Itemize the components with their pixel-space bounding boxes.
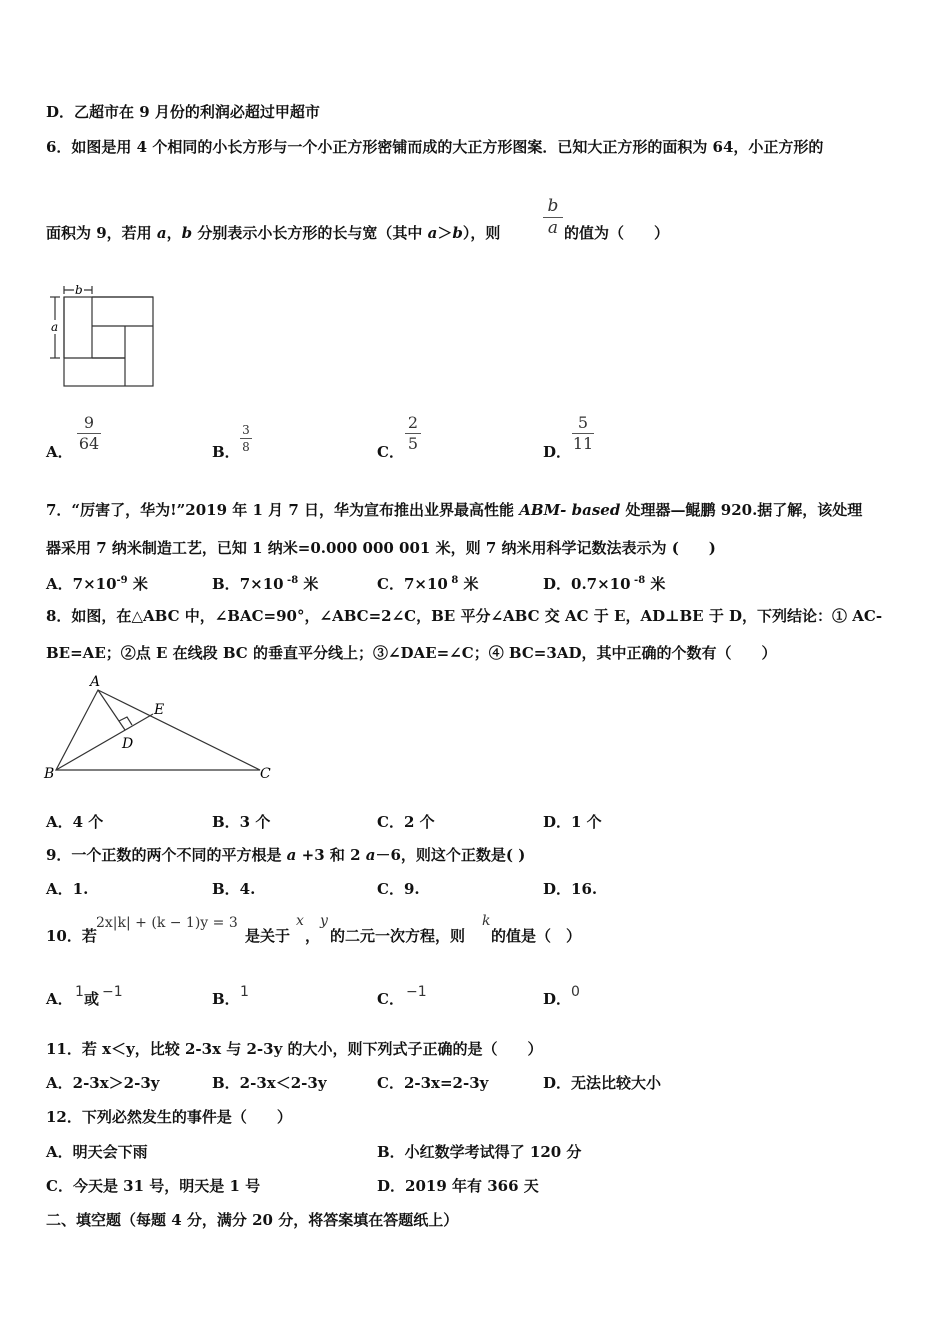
q10-option-c-label: C． [377, 990, 404, 1008]
q10-var-x: x [296, 913, 304, 929]
q10-option-d-val: 0 [571, 984, 580, 1000]
q8-label-c: C [260, 766, 271, 782]
section-2-heading: 二、填空题（每题 4 分，满分 20 分，将答案填在答题纸上） [46, 1211, 459, 1229]
q6-line2: 面积为 9，若用 a，b 分别表示小长方形的长与宽（其中 a＞b），则 [46, 224, 501, 242]
q11-option-b: B．2-3x＜2-3y [212, 1074, 327, 1092]
q10-mid: 是关于 [245, 927, 291, 945]
q6-option-b-label: B． [212, 443, 240, 461]
q5-option-d: D．乙超市在 9 月份的利润必超过甲超市 [46, 103, 320, 121]
q9-option-c: C．9. [377, 880, 420, 898]
q10-option-a-or: 或 [84, 990, 100, 1008]
q8-label-b: B [44, 766, 55, 782]
q9-line: 9．一个正数的两个不同的平方根是 a +3 和 2 a－6，则这个正数是( ) [46, 846, 526, 864]
q9-option-a: A．1. [46, 880, 89, 898]
q7-line2: 器采用 7 纳米制造工艺，已知 1 纳米=0.000 000 001 米，则 7 纳米用科学记数法表示为 ( ) [46, 539, 716, 557]
q8-label-e: E [154, 702, 165, 718]
q6-option-a-label: A． [46, 443, 73, 461]
q11-line: 11．若 x＜y，比较 2-3x 与 2-3y 的大小，则下列式子正确的是（ ） [46, 1040, 543, 1058]
q6-fig-label-a: a [51, 320, 59, 334]
q8-option-d: D．1 个 [543, 813, 602, 831]
q7-option-c: C．7×10 $^8$ 米 [377, 575, 479, 593]
q10-end: 的值是（ ） [491, 927, 582, 945]
q8-option-c: C．2 个 [377, 813, 435, 831]
q10-option-a-val: 1 [75, 984, 84, 1000]
q10-option-a-val2: −1 [102, 984, 123, 1000]
q10-option-d-label: D． [543, 990, 572, 1008]
q12-option-a: A．明天会下雨 [46, 1143, 148, 1161]
q9-option-d: D．16. [543, 880, 598, 898]
q7-option-d: D．0.7×10 $^{-8}$ 米 [543, 575, 666, 593]
q6-line1: 6．如图是用 4 个相同的小长方形与一个小正方形密铺而成的大正方形图案．已知大正方形的面积为 64，小正方形的 [46, 138, 824, 156]
q6-option-d-fraction: 5 11 [572, 413, 594, 453]
q10-mid2: 的二元一次方程，则 [330, 927, 466, 945]
q8-label-a: A [90, 674, 101, 690]
q12-option-b: B．小红数学考试得了 120 分 [377, 1143, 582, 1161]
q8-line2: BE=AE；②点 E 在线段 BC 的垂直平分线上；③∠DAE=∠C；④ BC=3AD，其中正确的个数有（ ） [46, 644, 777, 662]
q8-triangle-figure [40, 668, 280, 783]
q7-option-b: B．7×10 $^{-8}$ 米 [212, 575, 319, 593]
q8-label-d: D [122, 736, 134, 752]
q6-option-c-label: C． [377, 443, 404, 461]
q10-number: 10．若 [46, 927, 97, 945]
q10-var-k: k [482, 913, 491, 929]
q8-line1: 8．如图，在△ABC 中，∠BAC=90°，∠ABC=2∠C，BE 平分∠ABC 交 AC 于 E，AD⊥BE 于 D，下列结论：① AC- [46, 607, 883, 625]
q12-line: 12．下列必然发生的事件是（ ） [46, 1108, 292, 1126]
q11-option-c: C．2-3x=2-3y [377, 1074, 489, 1092]
q6-option-d-label: D． [543, 443, 572, 461]
q6-square-figure [46, 280, 161, 392]
q11-option-a: A．2-3x＞2-3y [46, 1074, 160, 1092]
q6-fig-label-b: b [75, 283, 83, 297]
q7-line1: 7．“厉害了，华为!”2019 年 1 月 7 日，华为宣布推出业界最高性能 ABM- based 处理器—鲲鹏 920.据了解，该处理 [46, 501, 863, 519]
q6-line2-end: 的值为（ ） [564, 224, 670, 242]
q12-option-d: D．2019 年有 366 天 [377, 1177, 539, 1195]
q10-var-y: y [320, 913, 328, 929]
q10-option-b-label: B． [212, 990, 240, 1008]
q8-option-b: B．3 个 [212, 813, 271, 831]
q6-option-b-fraction: 3 8 [240, 424, 252, 453]
q10-comma: ， [305, 927, 321, 945]
q6-option-a-fraction: 9 64 [78, 413, 100, 453]
q12-option-c: C．今天是 31 号，明天是 1 号 [46, 1177, 261, 1195]
q6-option-c-fraction: 2 5 [405, 415, 421, 452]
q10-option-c-val: −1 [406, 984, 427, 1000]
q11-option-d: D．无法比较大小 [543, 1074, 662, 1092]
q7-option-a: A．$7\times 10^{-9}$ 米 [46, 575, 148, 593]
q10-option-b-val: 1 [240, 984, 249, 1000]
q8-option-a: A．4 个 [46, 813, 104, 831]
q9-option-b: B．4. [212, 880, 256, 898]
q10-equation: 2x|k| + (k − 1)y = 3 [96, 915, 238, 931]
q10-option-a-label: A． [46, 990, 73, 1008]
q6-fraction-b-over-a: b a [543, 198, 563, 237]
